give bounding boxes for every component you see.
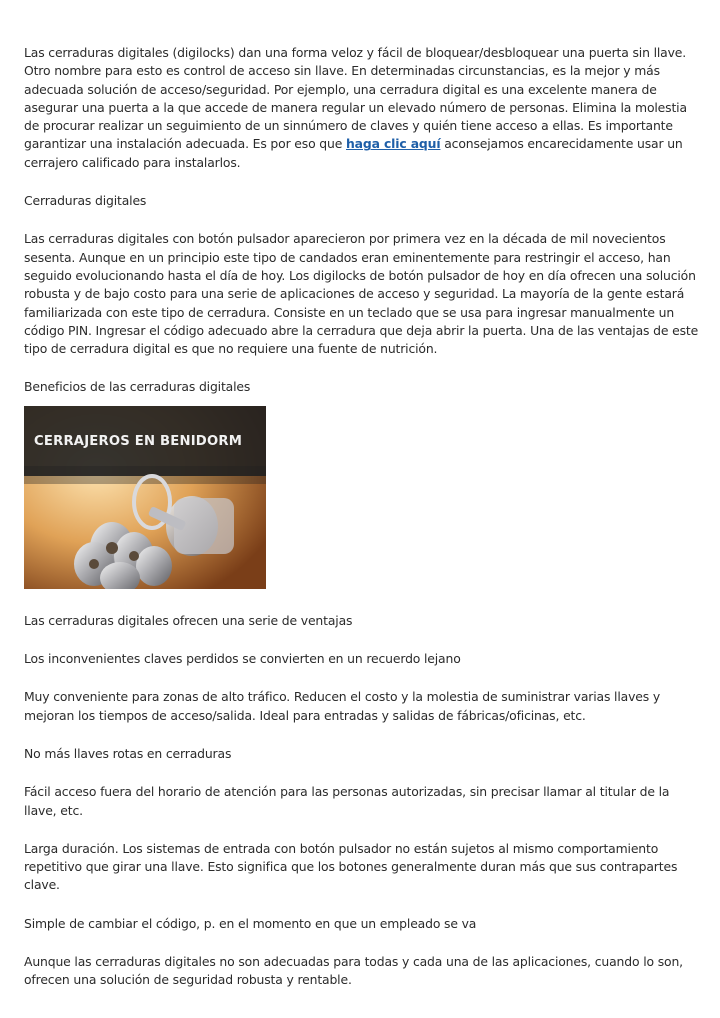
conclusion-paragraph: Aunque las cerraduras digitales no son adecuadas para todas y cada una de las aplicaciones, cuando lo son, ofrecen una solución de seguridad robusta y rentable. [24,954,683,988]
advantage-after-hours: Fácil acceso fuera del horario de atención para las personas autorizadas, sin precisar llamar al titular de la llave, etc. [24,784,670,818]
section-heading-benefits: Beneficios de las cerraduras digitales [24,379,251,395]
advantages-intro: Las cerraduras digitales ofrecen una serie de ventajas [24,612,353,628]
advantage-durability: Larga duración. Los sistemas de entrada con botón pulsador no están sujetos al mismo comportamiento repetitivo que girar una llave. Esto significa que los botones generalmente duran más que sus contrapartes clave. [24,840,678,893]
section-heading-digital-locks: Cerraduras digitales [24,193,147,209]
advantage-high-traffic: Muy conveniente para zonas de alto tráfico. Reducen el costo y la molestia de suministrar varias llaves y mejoran los tiempos de acceso/salida. Ideal para entradas y salidas de fábricas/oficinas, etc. [24,689,660,723]
document-body [24,44,700,1010]
advantage-lost-keys: Los inconvenientes claves perdidos se convierten en un recuerdo lejano [24,651,461,667]
photo-caption: CERRAJEROS EN BENIDORM [34,433,243,449]
advantage-no-broken-keys: No más llaves rotas en cerraduras [24,745,232,761]
haga-clic-aqui-link[interactable]: haga clic aquí [346,136,441,152]
intro-text-after: aconsejamos encarecidamente usar un cerrajero calificado para instalarlos. [24,136,683,170]
keys-in-lock-photo [24,406,266,589]
intro-text-before: Las cerraduras digitales (digilocks) dan una forma veloz y fácil de bloquear/desbloquear una puerta sin llave. Otro nombre para esto es control de acceso sin llave. En determinadas circunstancias, es la mejor y más adecuada solución de acceso/seguridad. Por ejemplo, una cerradura digital es una excelente manera de asegurar una puerta a la que accede de manera regular un elevado número de personas. Elimina la molestia de procurar realizar un seguimiento de un sinnúmero de claves y quién tiene acceso a ellas. Es importante garantizar una instalación adecuada. Es por eso que [24,45,687,152]
advantage-change-code: Simple de cambiar el código, p. en el momento en que un empleado se va [24,915,477,931]
intro-paragraph [24,44,700,172]
history-paragraph: Las cerraduras digitales con botón pulsador aparecieron por primera vez en la década de mil novecientos sesenta. Aunque en un principio este tipo de candados eran eminentemente para restringir el acceso, han seguido evolucionando hasta el día de hoy. Los digilocks de botón pulsador de hoy en día ofrecen una solución robusta y de bajo costo para una serie de aplicaciones de acceso y seguridad. La mayoría de la gente estará familiarizada con este tipo de cerradura. Consiste en un teclado que se usa para ingresar manualmente un código PIN. Ingresar el código adecuado abre la cerradura que deja abrir la puerta. Una de las ventajas de este tipo de cerradura digital es que no requiere una fuente de nutrición. [24,231,699,357]
